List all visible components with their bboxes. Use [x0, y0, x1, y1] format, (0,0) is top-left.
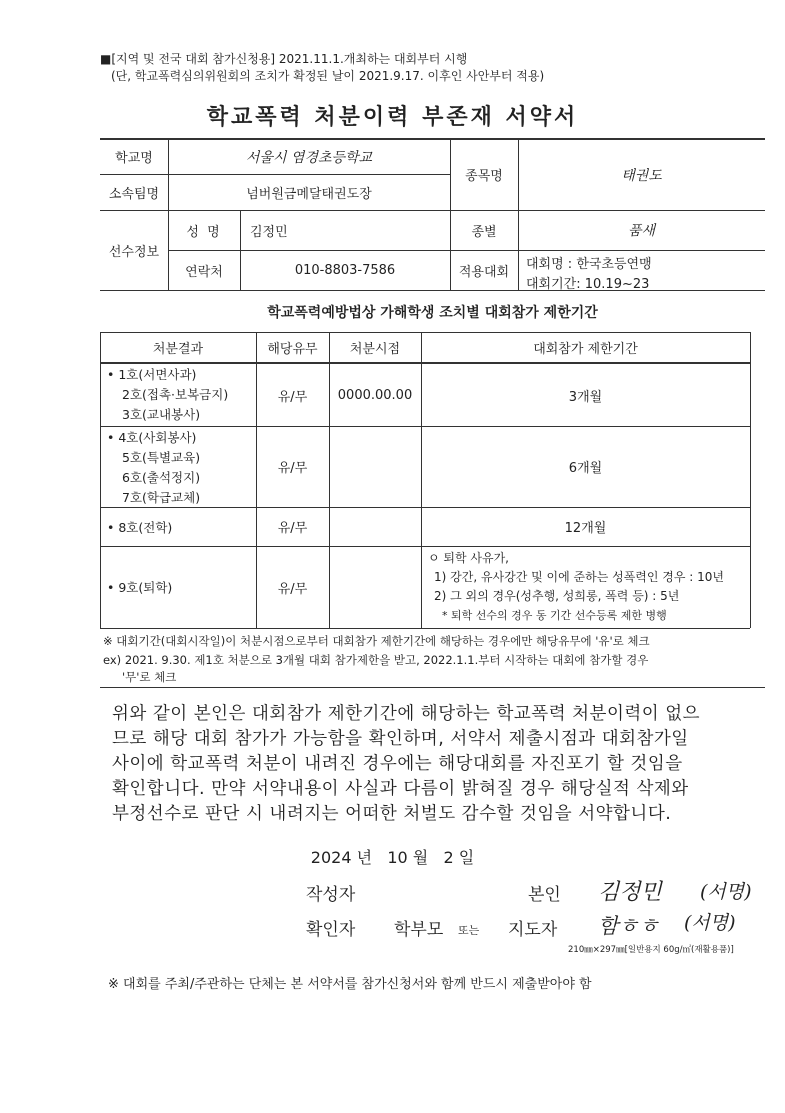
competition-name: 대회명 : 한국초등연맹: [526, 257, 652, 272]
confirmer-label: 확인자: [306, 920, 356, 940]
writer-label: 작성자: [306, 885, 356, 905]
category-value: 품새: [627, 223, 656, 239]
self-label: 본인: [528, 885, 561, 905]
team-label: 소속팀명: [108, 186, 160, 202]
note-2: ex) 2021. 9.30. 제1호 처분으로 3개월 대회 참가제한을 받고, 2022.1.1.부터 시작하는 대회에 참가할 경우: [103, 653, 649, 667]
row2-items: • 4호(사회봉사) 5호(특별교육) 6호(출석정지) 7호(학급교체): [107, 430, 201, 505]
athlete-label: 선수정보: [108, 244, 160, 260]
header-note-2: (단, 학교폭력심의위원회의 조치가 확정된 날이 2021.9.17. 이후인 사안부터 적용): [111, 69, 545, 83]
contact-value: 010-8803-7586: [294, 262, 396, 278]
self-name: 김정민: [598, 880, 662, 905]
name-label: 성 명: [186, 224, 222, 240]
team-value: 넘버원금메달태권도장: [246, 186, 372, 202]
coach-signature: (서명): [684, 912, 736, 934]
row4-yn: 유/무: [277, 581, 308, 597]
competition-period: 대회기간: 10.19~23: [526, 277, 650, 292]
row4-items: • 9호(퇴학): [107, 580, 173, 595]
paper-spec: 210㎜×297㎜[일반용지 60g/㎡(재활용품)]: [568, 945, 734, 955]
self-signature: (서명): [700, 881, 752, 903]
row3-limit: 12개월: [564, 521, 607, 536]
document-title: 학교폭력 처분이력 부존재 서약서: [206, 105, 579, 130]
note-1: ※ 대회기간(대회시작일)이 처분시점으로부터 대회참가 제한기간에 해당하는 경우에만 해당유무에 '유'로 체크: [103, 634, 650, 648]
note-3: '무'로 체크: [122, 670, 177, 684]
school-label: 학교명: [115, 151, 153, 166]
header-limit: 대회참가 제한기간: [533, 341, 638, 357]
category-label: 종별: [471, 224, 497, 240]
coach-name: 함ㅎㅎ: [598, 914, 659, 938]
pledge-date: 2024 년 10 월 2 일: [310, 848, 475, 867]
row1-yn: 유/무: [277, 389, 308, 405]
row1-date: 0000.00.00: [337, 387, 413, 403]
or-label: 또는: [458, 924, 480, 937]
pledge-text: 위와 같이 본인은 대회참가 제한기간에 해당하는 학교폭력 처분이력이 없으 므로 해당 대회 참가가 가능함을 확인하며, 서약서 제출시점과 대회참가일 사이에 학교폭력 처분이 내려진 경우에는 해당대회를 자진포기 할 것임을 확인합니다. 만약 서약내용이 사실과 다름이 밝혀질 경우 해당실적 삭제와 부정선수로 판단 시 내려지는 어떠한 처벌도 감수할 것임을 서약합니다.: [112, 704, 701, 824]
row2-yn: 유/무: [277, 461, 308, 476]
coach-label: 지도자: [508, 920, 558, 940]
row1-limit: 3개월: [568, 389, 603, 405]
event-value: 태권도: [621, 167, 662, 184]
name-value: 김정민: [250, 224, 288, 240]
row3-items: • 8호(전학): [107, 519, 173, 535]
parent-label: 학부모: [394, 920, 444, 940]
header-result: 처분결과: [152, 341, 204, 357]
header-note-1: ■[지역 및 전국 대회 참가신청용] 2021.11.1.개최하는 대회부터 시행: [100, 52, 468, 66]
contact-label: 연락처: [185, 264, 223, 280]
competition-label: 적용대회: [458, 264, 510, 280]
school-value: 서울시 염경초등학교: [245, 149, 373, 166]
row4-limit: ㅇ 퇴학 사유가, 1) 강간, 유사강간 및 이에 준하는 성폭력인 경우 : 10년 2) 그 외의 경우(성추행, 성희롱, 폭력 등) : 5년 * 퇴학 선수의 경우 동 기간 선수등록 제한 병행: [428, 551, 725, 622]
table-title: 학교폭력예방법상 가해학생 조치별 대회참가 제한기간: [267, 305, 598, 321]
event-label: 종목명: [465, 169, 503, 184]
row3-yn: 유/무: [277, 521, 308, 536]
footer-note: ※ 대회를 주최/주관하는 단체는 본 서약서를 참가신청서와 함께 반드시 제출받아야 함: [108, 977, 592, 992]
row2-limit: 6개월: [568, 461, 603, 476]
header-date: 처분시점: [349, 341, 401, 357]
header-applicable: 해당유무: [267, 341, 318, 357]
row1-items: • 1호(서면사과) 2호(접촉·보복금지) 3호(교내봉사): [107, 367, 229, 422]
